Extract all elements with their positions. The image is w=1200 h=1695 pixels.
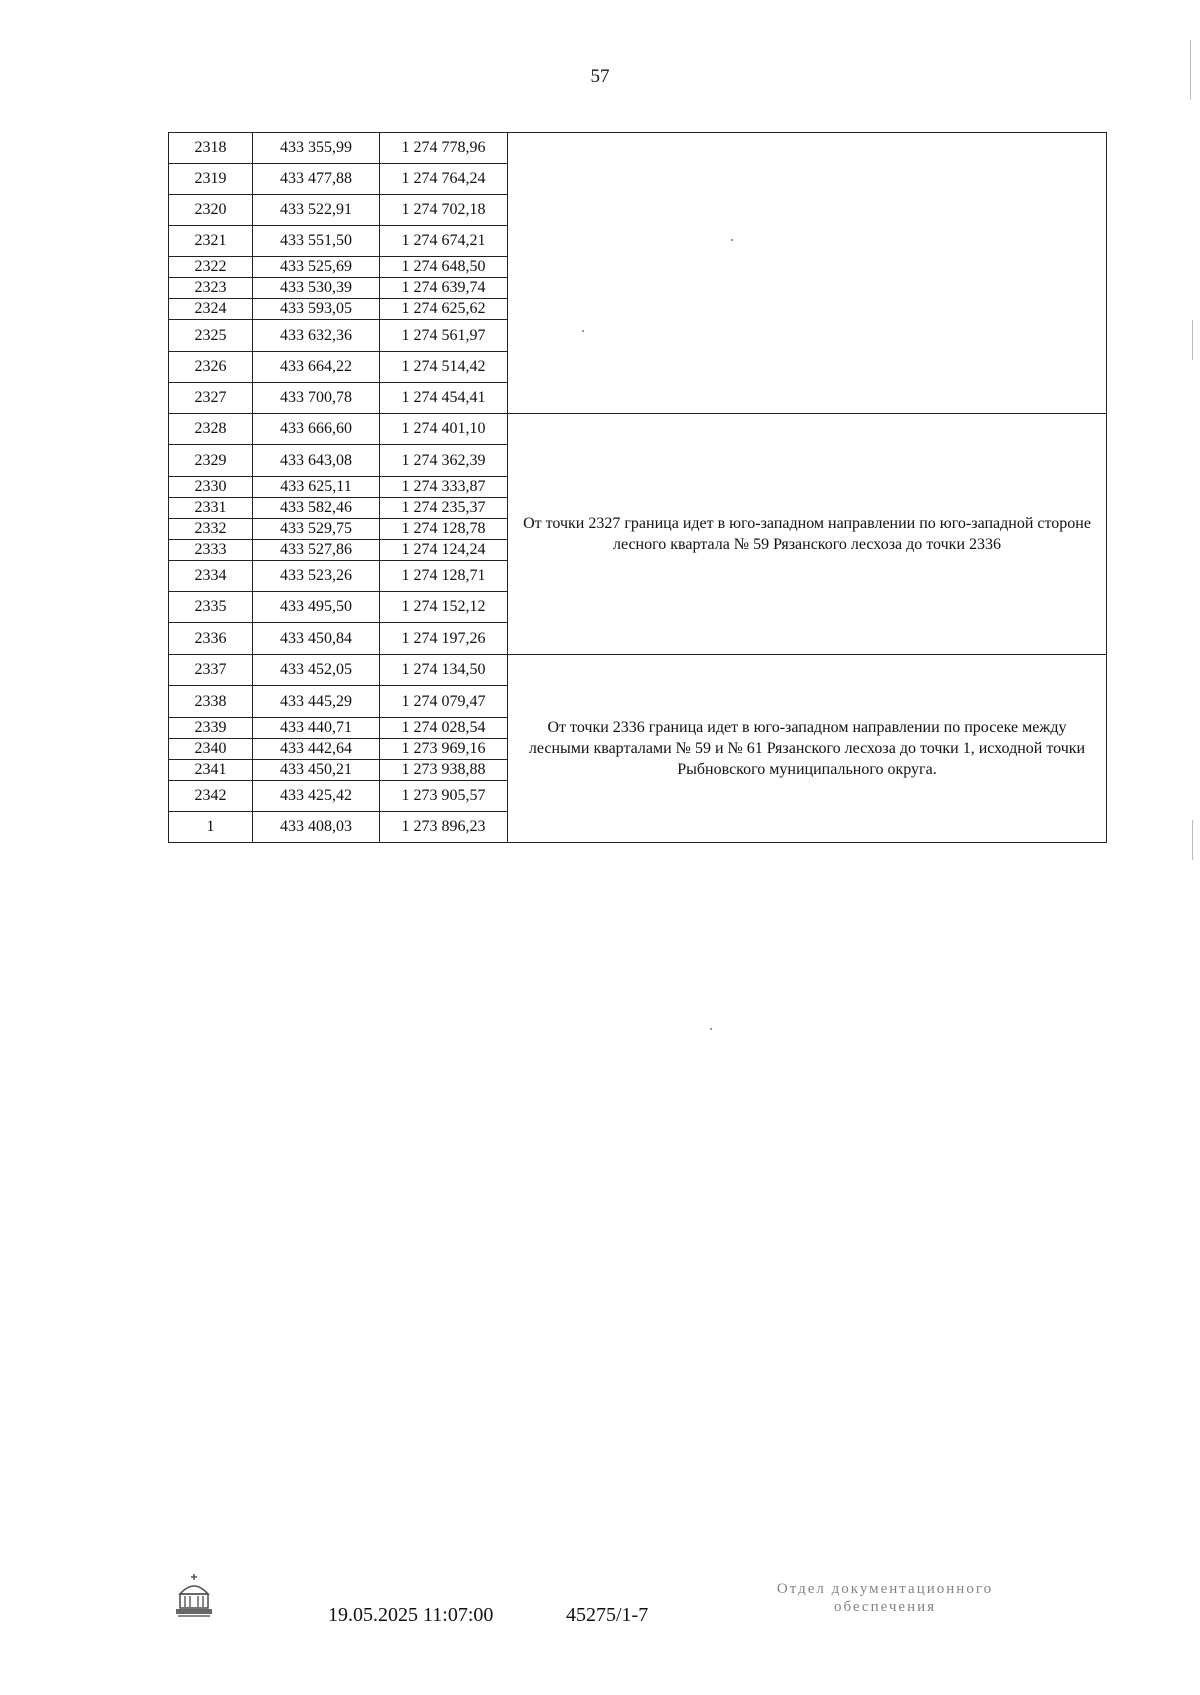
y-coordinate-cell: 1 274 028,54	[380, 718, 508, 739]
x-coordinate-cell: 433 355,99	[253, 133, 380, 164]
boundary-description-cell	[508, 133, 1107, 414]
point-number-cell: 2327	[169, 383, 253, 414]
table-row	[169, 655, 1107, 686]
point-number-cell: 2340	[169, 739, 253, 760]
page-number: 57	[590, 66, 610, 87]
scan-speck	[1192, 320, 1193, 360]
point-number-cell: 2318	[169, 133, 253, 164]
x-coordinate-cell: 433 495,50	[253, 592, 380, 623]
point-number-cell: 2331	[169, 498, 253, 519]
x-coordinate-cell: 433 530,39	[253, 278, 380, 299]
scan-speck	[1190, 40, 1191, 100]
table-row	[169, 414, 1107, 445]
coordinates-table	[168, 132, 1107, 843]
footer-document-number: 45275/1-7	[566, 1604, 649, 1626]
y-coordinate-cell: 1 274 674,21	[380, 226, 508, 257]
y-coordinate-cell: 1 273 905,57	[380, 781, 508, 812]
point-number-cell: 2334	[169, 561, 253, 592]
x-coordinate-cell: 433 522,91	[253, 195, 380, 226]
x-coordinate-cell: 433 593,05	[253, 299, 380, 320]
y-coordinate-cell: 1 273 938,88	[380, 760, 508, 781]
x-coordinate-cell: 433 425,42	[253, 781, 380, 812]
point-number-cell: 2324	[169, 299, 253, 320]
point-number-cell: 1	[169, 812, 253, 843]
point-number-cell: 2325	[169, 320, 253, 352]
x-coordinate-cell: 433 452,05	[253, 655, 380, 686]
point-number-cell: 2342	[169, 781, 253, 812]
boundary-description-cell: От точки 2327 граница идет в юго-западном направлении по юго-западной стороне лесного квартала № 59 Рязанского лесхоза до точки 2336	[508, 414, 1107, 655]
x-coordinate-cell: 433 440,71	[253, 718, 380, 739]
y-coordinate-cell: 1 274 702,18	[380, 195, 508, 226]
point-number-cell: 2322	[169, 257, 253, 278]
y-coordinate-cell: 1 274 333,87	[380, 477, 508, 498]
y-coordinate-cell: 1 274 561,97	[380, 320, 508, 352]
stamp-line-1: Отдел документационного	[776, 1581, 994, 1597]
x-coordinate-cell: 433 525,69	[253, 257, 380, 278]
scan-speck	[1192, 820, 1193, 860]
x-coordinate-cell: 433 445,29	[253, 686, 380, 718]
x-coordinate-cell: 433 643,08	[253, 445, 380, 477]
x-coordinate-cell: 433 527,86	[253, 540, 380, 561]
point-number-cell: 2332	[169, 519, 253, 540]
y-coordinate-cell: 1 274 128,78	[380, 519, 508, 540]
point-number-cell: 2323	[169, 278, 253, 299]
x-coordinate-cell: 433 632,36	[253, 320, 380, 352]
y-coordinate-cell: 1 274 639,74	[380, 278, 508, 299]
point-number-cell: 2336	[169, 623, 253, 655]
x-coordinate-cell: 433 523,26	[253, 561, 380, 592]
point-number-cell: 2333	[169, 540, 253, 561]
x-coordinate-cell: 433 529,75	[253, 519, 380, 540]
y-coordinate-cell: 1 273 896,23	[380, 812, 508, 843]
y-coordinate-cell: 1 274 235,37	[380, 498, 508, 519]
x-coordinate-cell: 433 551,50	[253, 226, 380, 257]
x-coordinate-cell: 433 700,78	[253, 383, 380, 414]
x-coordinate-cell: 433 408,03	[253, 812, 380, 843]
x-coordinate-cell: 433 442,64	[253, 739, 380, 760]
y-coordinate-cell: 1 274 401,10	[380, 414, 508, 445]
y-coordinate-cell: 1 274 124,24	[380, 540, 508, 561]
point-number-cell: 2339	[169, 718, 253, 739]
point-number-cell: 2328	[169, 414, 253, 445]
x-coordinate-cell: 433 450,21	[253, 760, 380, 781]
point-number-cell: 2319	[169, 164, 253, 195]
y-coordinate-cell: 1 274 648,50	[380, 257, 508, 278]
y-coordinate-cell: 1 274 764,24	[380, 164, 508, 195]
x-coordinate-cell: 433 450,84	[253, 623, 380, 655]
scan-speck	[731, 239, 733, 241]
stamp-line-2: обеспечения	[833, 1599, 937, 1615]
y-coordinate-cell: 1 274 625,62	[380, 299, 508, 320]
department-stamp	[740, 1580, 1030, 1616]
x-coordinate-cell: 433 625,11	[253, 477, 380, 498]
y-coordinate-cell: 1 274 362,39	[380, 445, 508, 477]
y-coordinate-cell: 1 273 969,16	[380, 739, 508, 760]
point-number-cell: 2321	[169, 226, 253, 257]
y-coordinate-cell: 1 274 778,96	[380, 133, 508, 164]
x-coordinate-cell: 433 666,60	[253, 414, 380, 445]
footer-datetime: 19.05.2025 11:07:00	[328, 1604, 494, 1626]
point-number-cell: 2338	[169, 686, 253, 718]
y-coordinate-cell: 1 274 152,12	[380, 592, 508, 623]
y-coordinate-cell: 1 274 197,26	[380, 623, 508, 655]
point-number-cell: 2320	[169, 195, 253, 226]
point-number-cell: 2329	[169, 445, 253, 477]
scan-speck	[582, 330, 584, 332]
point-number-cell: 2326	[169, 352, 253, 383]
y-coordinate-cell: 1 274 514,42	[380, 352, 508, 383]
x-coordinate-cell: 433 582,46	[253, 498, 380, 519]
table-row	[169, 133, 1107, 164]
point-number-cell: 2330	[169, 477, 253, 498]
point-number-cell: 2337	[169, 655, 253, 686]
x-coordinate-cell: 433 664,22	[253, 352, 380, 383]
boundary-description-cell: От точки 2336 граница идет в юго-западном направлении по просеке между лесными кварталами № 59 и № 61 Рязанского лесхоза до точки 1, исходной точки Рыбновского муниципального округа.	[508, 655, 1107, 843]
point-number-cell: 2335	[169, 592, 253, 623]
emblem-logo	[172, 1572, 216, 1620]
x-coordinate-cell: 433 477,88	[253, 164, 380, 195]
y-coordinate-cell: 1 274 079,47	[380, 686, 508, 718]
y-coordinate-cell: 1 274 128,71	[380, 561, 508, 592]
y-coordinate-cell: 1 274 454,41	[380, 383, 508, 414]
scan-speck	[710, 1028, 712, 1030]
y-coordinate-cell: 1 274 134,50	[380, 655, 508, 686]
point-number-cell: 2341	[169, 760, 253, 781]
